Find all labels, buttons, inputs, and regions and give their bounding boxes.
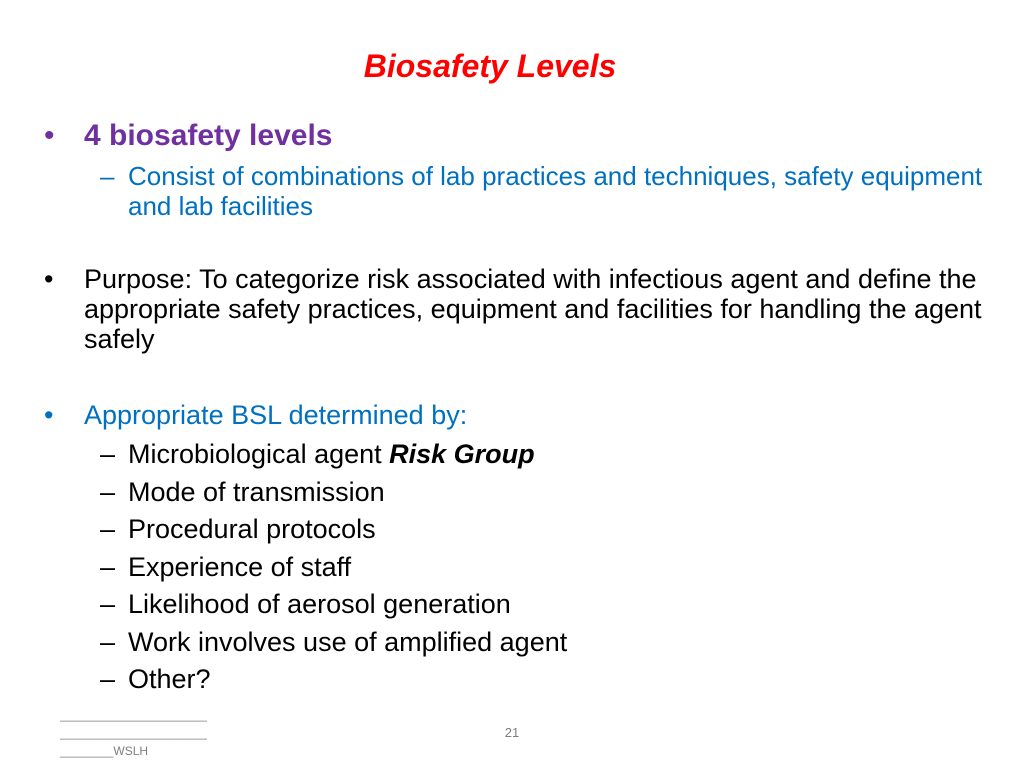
list-item-text: Likelihood of aerosol generation — [128, 589, 511, 619]
risk-group-emphasis: Risk Group — [389, 439, 535, 469]
dash-icon: – — [100, 161, 115, 191]
dash-icon: – — [100, 439, 116, 469]
list-item — [100, 586, 995, 624]
footer-signature-lines — [60, 706, 280, 760]
bullet-text: Appropriate BSL determined by: — [84, 400, 468, 430]
list-item-text: Work involves use of amplified agent — [128, 626, 568, 657]
slide-title: Biosafety Levels — [363, 48, 617, 84]
bullet-dot-icon: • — [44, 264, 54, 294]
footer-org-label: WSLH — [113, 744, 149, 758]
bullet-biosafety-levels — [44, 118, 994, 154]
bullet-purpose — [44, 264, 994, 354]
dash-icon: – — [100, 589, 116, 619]
page-number: 21 — [504, 725, 520, 740]
bsl-factor-list — [100, 436, 995, 699]
dash-icon: – — [100, 476, 116, 507]
bullet-appropriate-bsl — [44, 400, 994, 430]
footer-line — [60, 742, 280, 760]
bullet-text: 4 biosafety levels — [84, 119, 333, 152]
bullet-text: Purpose: To categorize risk associated with infectious agent and define the appropriate safety practices, equipment and facilities for handling the agent safely — [84, 264, 982, 354]
list-item-text: Procedural protocols — [128, 514, 376, 544]
dash-icon: – — [100, 664, 116, 694]
dash-icon: – — [100, 626, 116, 657]
list-item-text: Mode of transmission — [128, 476, 385, 507]
bullet-dot-icon: • — [44, 400, 54, 430]
list-item — [100, 661, 995, 699]
sub-bullet-text: Consist of combinations of lab practices and techniques, safety equipment and lab facilities — [128, 161, 983, 221]
footer-line-prefix: ________ — [60, 744, 114, 758]
dash-icon: – — [100, 514, 116, 544]
list-item — [100, 436, 995, 474]
list-item-text: Experience of staff — [128, 551, 352, 582]
list-item — [100, 549, 995, 587]
list-item-text — [128, 436, 995, 474]
list-item — [100, 624, 995, 662]
footer-line: ______________________ — [60, 726, 207, 740]
dash-icon: – — [100, 551, 116, 582]
list-item — [100, 511, 995, 549]
bullet-dot-icon: • — [44, 119, 55, 152]
sub-bullet-combinations — [100, 161, 995, 221]
list-item — [100, 474, 995, 512]
footer-line: ______________________ — [60, 708, 207, 722]
list-item-text: Other? — [128, 664, 211, 694]
list-item-prefix: Microbiological agent — [128, 439, 390, 469]
